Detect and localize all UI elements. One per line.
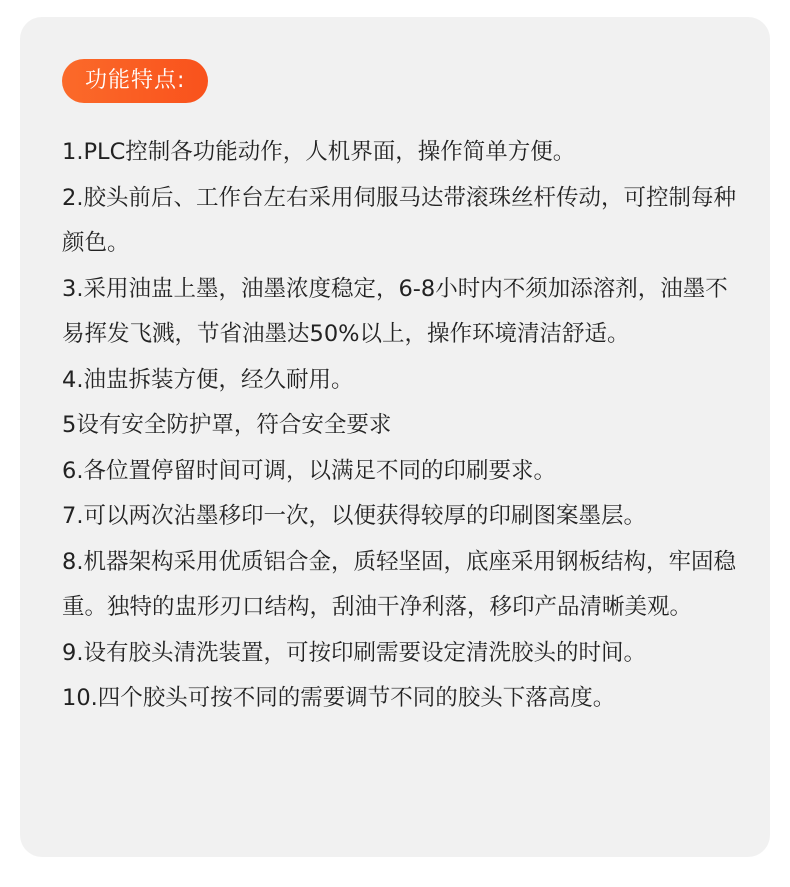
feature-item-4: 4.油盅拆装方便，经久耐用。 (62, 366, 354, 393)
feature-item-9: 9.设有胶头清洗装置，可按印刷需要设定清洗胶头的时间。 (62, 639, 646, 666)
feature-item-3: 3.采用油盅上墨，油墨浓度稳定，6-8小时内不须加添溶剂，油墨不易挥发飞溅，节省油墨达50%以上，操作环境清洁舒适。 (62, 275, 728, 347)
features-card (20, 17, 770, 857)
feature-item-6: 6.各位置停留时间可调，以满足不同的印刷要求。 (62, 457, 556, 484)
feature-list (62, 130, 738, 722)
feature-item-2: 2.胶头前后、工作台左右采用伺服马达带滚珠丝杆传动，可控制每种颜色。 (62, 184, 736, 256)
feature-item-10: 10.四个胶头可按不同的需要调节不同的胶头下落高度。 (62, 685, 616, 711)
feature-item-8: 8.机器架构采用优质铝合金，质轻坚固，底座采用钢板结构，牢固稳重。独特的盅形刃口结构，刮油干净利落，移印产品清晰美观。 (62, 548, 736, 620)
features-badge: 功能特点: (62, 59, 208, 103)
feature-item-5: 5设有安全防护罩，符合安全要求 (62, 412, 392, 438)
feature-item-1: 1.PLC控制各功能动作，人机界面，操作简单方便。 (62, 139, 576, 165)
feature-item-7: 7.可以两次沾墨移印一次，以便获得较厚的印刷图案墨层。 (62, 503, 646, 529)
